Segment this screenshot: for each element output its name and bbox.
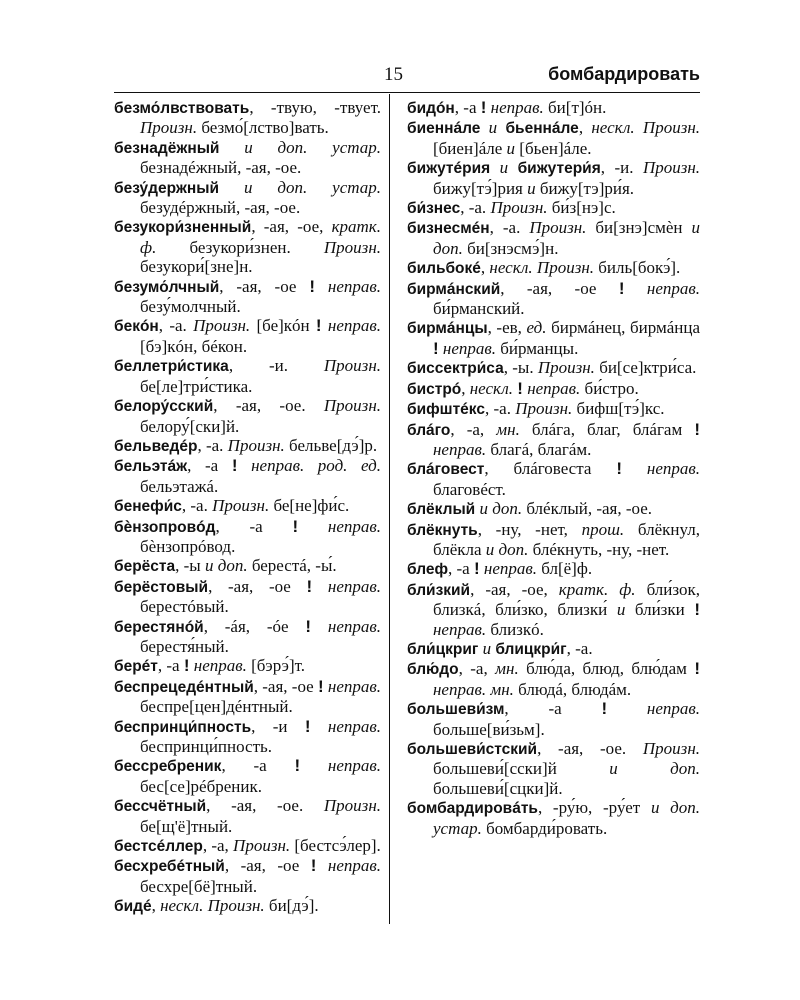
grammar-label: Произн. [212, 496, 270, 516]
entry-text: [бэ]кóн, бéкон. [140, 336, 248, 356]
grammar-label: неправ. [327, 716, 381, 736]
grammar-label: Произн. [529, 218, 587, 238]
entry-text: , -а [504, 699, 602, 719]
left-column [114, 98, 381, 917]
entry-text [607, 699, 647, 718]
entry-text: , -а. [489, 218, 530, 238]
headword: бли́зкий [407, 581, 471, 599]
dictionary-entry [114, 517, 381, 557]
headword: берёстовый [114, 578, 209, 596]
grammar-label: неправ. [646, 278, 700, 298]
headword: блицкри́г [495, 640, 567, 658]
normative-mark: ! [473, 559, 480, 579]
grammar-label: Произн. [537, 358, 595, 378]
entry-text: , -ру́ю, -ру́ет [537, 798, 651, 818]
entry-text: , -а [187, 456, 232, 476]
headword: блёклый [407, 501, 476, 519]
headword: бельведéр [114, 437, 198, 455]
entry-text: , -ев, [487, 318, 527, 338]
entry-text: [бестсэ́лер]. [290, 836, 381, 856]
entry-text: , -ая, -ое [208, 576, 307, 596]
right-column [407, 98, 700, 838]
dictionary-entry [407, 659, 700, 699]
headword: беспринци́пность [114, 718, 252, 736]
headword: берестянóй [114, 618, 204, 636]
dictionary-entry [407, 639, 700, 659]
entry-text: би[т]óн. [543, 98, 607, 117]
entry-text: , [578, 118, 592, 138]
dictionary-entry [407, 499, 700, 519]
entry-text: [бе]кóн [250, 316, 316, 336]
headword: бидóн [407, 100, 455, 117]
entry-text: блюдá, блюдáм. [513, 679, 632, 699]
dictionary-entry [114, 656, 381, 676]
dictionary-entry [114, 277, 381, 317]
grammar-label: нескл. [469, 378, 514, 398]
grammar-label: Произн. [227, 435, 285, 455]
entry-text: берестóвый. [140, 597, 229, 617]
dictionary-entry [114, 896, 381, 916]
normative-mark: ! [517, 378, 523, 398]
normative-mark: ! [618, 278, 625, 298]
entry-text: би[дэ́]. [264, 896, 319, 916]
dictionary-entry [114, 396, 381, 436]
entry-text: би́з[нэ]с. [547, 198, 616, 218]
entry-text: благá, благáм. [486, 439, 592, 459]
normative-mark: ! [433, 338, 439, 358]
dictionary-entry [407, 318, 700, 358]
dictionary-entry [114, 217, 381, 276]
grammar-label: и [527, 178, 536, 198]
entry-text: бифш[тэ́]кс. [572, 399, 665, 419]
dictionary-entry [407, 459, 700, 499]
grammar-label: нескл. Произн. [489, 258, 595, 278]
entry-text [625, 279, 647, 298]
headword: безу́держный [114, 179, 219, 197]
dictionary-entry [114, 836, 381, 856]
entry-text: безмо́[лство]вать. [197, 118, 329, 138]
normative-mark: ! [601, 699, 608, 719]
headword: бессчётный [114, 798, 207, 816]
headword: большеви́стский [407, 741, 538, 758]
entry-text: , [151, 896, 161, 916]
headword: безнадёжный [114, 139, 220, 157]
dictionary-entry [407, 520, 700, 560]
entry-text: благовéст. [433, 479, 506, 499]
headword: бомбардировáть [407, 800, 538, 818]
grammar-label: неправ. [327, 316, 381, 336]
entry-text: бе[щ'ё]тный. [140, 816, 233, 836]
headword: биеннáле [407, 120, 481, 138]
entry-text: , -ая, -ое [219, 276, 310, 296]
entry-text: бесхре[бё]тный. [140, 876, 258, 896]
entry-text: бельэтажá. [140, 476, 219, 496]
grammar-label: и [482, 638, 492, 658]
normative-mark: ! [694, 659, 700, 679]
page-header [114, 62, 700, 90]
entry-text [219, 178, 244, 197]
entry-text: блéкнуть, -ну, -нет. [528, 539, 670, 559]
headword: бли́цкриг [407, 640, 479, 658]
entry-text [300, 756, 328, 775]
entry-text: , -а [221, 756, 295, 776]
entry-text: , -а [215, 516, 293, 536]
normative-mark: ! [304, 716, 311, 736]
entry-text: , -а, [202, 836, 234, 856]
running-head: бомбардировать [548, 64, 700, 84]
entry-text: бижу[тэ́]рия [433, 178, 528, 198]
normative-mark: ! [616, 459, 622, 479]
grammar-label: мн. [496, 419, 520, 439]
dictionary-entry [114, 178, 381, 218]
entry-text: , -а, [458, 659, 496, 679]
grammar-label: неправ. [327, 616, 382, 636]
grammar-label: и [616, 600, 626, 620]
grammar-label: нескл. Произн. [160, 896, 265, 916]
entry-text: бли́зки [625, 600, 695, 620]
dictionary-entry [407, 379, 700, 399]
entry-text: бомбарди́ровать. [481, 818, 608, 838]
normative-mark: ! [480, 98, 487, 117]
headword: би́знес [407, 200, 461, 218]
grammar-label: Произн. [490, 198, 548, 218]
headword: безумо́лчный [114, 278, 220, 296]
grammar-label: и доп. [433, 218, 700, 258]
dictionary-entry [407, 98, 700, 118]
entry-text: , -ая, -ое, [251, 217, 332, 237]
dictionary-entry [114, 496, 381, 516]
normative-mark: ! [305, 616, 312, 636]
entry-text: , -а. [484, 399, 516, 419]
grammar-label: и доп. устар. [243, 177, 381, 197]
entry-text: бе[ле]три́стика. [140, 376, 253, 396]
dictionary-entry [407, 399, 700, 419]
dictionary-entry [114, 856, 381, 896]
headword: беспрецедéнтный [114, 678, 254, 696]
entry-text [480, 118, 488, 137]
grammar-label: Произн. [323, 356, 381, 376]
grammar-label: неправ. [327, 676, 381, 696]
entry-text: [бьен]áле. [515, 138, 592, 158]
grammar-label: нескл. Произн. [591, 118, 701, 138]
entry-text: бижу[тэ]ри́я. [535, 178, 635, 198]
grammar-label: Произн. [193, 316, 251, 336]
entry-text: , -и. [228, 356, 324, 376]
normative-mark: ! [183, 656, 190, 676]
entry-text: берестá, -ы́. [247, 556, 337, 576]
normative-mark: ! [315, 316, 322, 336]
entry-text: , -а [448, 559, 474, 579]
entry-text: , -ая, -ое [224, 856, 311, 876]
headword: бестсéллер [114, 838, 203, 856]
entry-text: безудéржный, -ая, -ое. [140, 198, 301, 218]
entry-text: безукори́[зне]н. [140, 257, 253, 277]
headword: бирмáнцы [407, 320, 488, 338]
entry-text: би́стро. [580, 378, 639, 398]
dictionary-entry [407, 279, 700, 319]
headword: бифштéкс [407, 401, 485, 419]
entry-text: блéклый, -ая, -ое. [522, 499, 653, 519]
dictionary-entry [114, 138, 381, 178]
dictionary-entry [114, 456, 381, 496]
grammar-label: и доп. устар. [244, 137, 381, 157]
grammar-label: ед. [526, 318, 547, 338]
dictionary-entry [114, 356, 381, 396]
grammar-label: Произн. [515, 399, 573, 419]
entry-text: би[се]ктри́са. [594, 358, 697, 378]
dictionary-entry [407, 420, 700, 460]
entry-text: беспре[цен]дéнтный. [140, 697, 293, 717]
entry-text: бельве[дэ́]р. [284, 435, 378, 455]
grammar-label: кратк. ф. [140, 217, 381, 257]
grammar-label: и доп. устар. [433, 798, 701, 838]
grammar-label: прош. [581, 519, 625, 539]
entry-text: безнадéжный, -ая, -ое. [140, 158, 302, 178]
normative-mark: ! [309, 276, 315, 296]
grammar-label: неправ. [193, 656, 247, 676]
entry-text: би́рманцы. [496, 338, 579, 358]
entry-text: , блáговеста [484, 459, 617, 479]
headword: бижутéрия [407, 160, 491, 178]
entry-text: , -а. [197, 435, 228, 455]
entry-text: белору́[ски]й. [140, 416, 240, 436]
dictionary-entry [114, 717, 381, 757]
normative-mark: ! [294, 756, 301, 776]
column-divider [389, 94, 390, 924]
entry-text [622, 459, 647, 478]
normative-mark: ! [694, 600, 700, 620]
dictionary-entry [407, 258, 700, 278]
entry-text: , -ая, -ое [500, 278, 619, 298]
entry-text: блю́да, блюд, блю́дам [518, 659, 695, 679]
headword: бѐнзопровóд [114, 518, 216, 536]
grammar-label: и доп. [609, 759, 700, 779]
entry-text: блёкнул, блёкла [433, 519, 700, 559]
grammar-label: Произн. [642, 739, 700, 758]
grammar-label: неправ. [490, 98, 544, 117]
entry-text: , -áя, -óе [203, 616, 306, 636]
entry-text: , -а. [181, 496, 213, 516]
headword: бельэтáж [114, 458, 188, 476]
grammar-label: и доп. [204, 556, 248, 576]
grammar-label: Произн. [642, 158, 701, 178]
entry-text [237, 456, 251, 475]
headword: бекóн [114, 318, 159, 336]
entry-text: бес[се]рéбреник. [140, 776, 263, 796]
grammar-label: Произн. [323, 237, 381, 257]
entry-text: [биен]áле [433, 138, 507, 158]
entry-text: бѐнзопрóвод. [140, 536, 236, 556]
entry-text: , -ая, -ое. [206, 796, 324, 816]
grammar-label: и [506, 138, 516, 158]
headword: безукори́зненный [114, 219, 252, 237]
entry-text [219, 138, 244, 157]
entry-text [312, 577, 328, 596]
dictionary-entry [114, 98, 381, 138]
entry-text: безукори́знен. [156, 237, 324, 257]
grammar-label: неправ. [646, 699, 700, 719]
entry-text: , -а. [566, 638, 593, 658]
dictionary-entry [407, 739, 700, 798]
grammar-label: неправ. [327, 576, 381, 596]
entry-text: , -ы. [503, 358, 538, 378]
entry-text [316, 856, 327, 875]
entry-text: , [461, 378, 470, 398]
normative-mark: ! [694, 419, 700, 439]
entry-text [490, 158, 499, 177]
normative-mark: ! [231, 456, 238, 476]
dictionary-entry [114, 677, 381, 717]
entry-text: больше[ви́зьм]. [433, 719, 545, 739]
entry-text: , -ну, -нет, [477, 519, 582, 539]
grammar-label: неправ. мн. [433, 679, 514, 699]
grammar-label: неправ. [433, 619, 487, 639]
entry-text: , -и [251, 716, 305, 736]
headword: бирмáнский [407, 280, 501, 298]
entry-text: бли́зок, близкá, бли́зко, близки́ [433, 579, 700, 620]
grammar-label: неправ. [527, 378, 581, 398]
entry-text: , -ы [175, 556, 205, 576]
headword: бидé [114, 898, 152, 916]
headword: бижутери́я [517, 160, 601, 178]
entry-text: большеви́[сски]й [433, 759, 610, 779]
entry-text: би́рманский. [433, 299, 525, 319]
entry-text: биль[бокэ́]. [594, 258, 681, 278]
grammar-label: мн. [495, 659, 519, 679]
grammar-label: кратк. ф. [558, 579, 636, 599]
entry-text [315, 277, 328, 296]
grammar-label: неправ. [433, 439, 487, 459]
entry-text: большеви́[сцки]й. [433, 778, 563, 798]
dictionary-entry [407, 358, 700, 378]
grammar-label: и [499, 158, 509, 178]
headword: бесхребéтный [114, 858, 225, 876]
entry-text: , -а. [158, 316, 194, 336]
grammar-label: неправ. род. ед. [251, 456, 381, 476]
headword: бьеннáле [505, 120, 579, 138]
entry-text [311, 617, 328, 636]
entry-text: безу́молчный. [140, 297, 241, 317]
dictionary-entry [114, 577, 381, 617]
dictionary-entry [407, 198, 700, 218]
entry-text: , -и. [600, 158, 643, 178]
headword: беллетри́стика [114, 358, 229, 376]
grammar-label: неправ. [327, 276, 381, 296]
entry-text: , -а, [450, 419, 497, 439]
grammar-label: и доп. [479, 499, 523, 519]
entry-text: , [480, 258, 490, 278]
headword: бенефи́с [114, 498, 182, 516]
grammar-label: Произн. [323, 396, 381, 416]
header-rule [114, 92, 700, 93]
headword: биссектри́са [407, 360, 504, 378]
dictionary-entry [114, 796, 381, 836]
normative-mark: ! [306, 576, 313, 596]
dictionary-entry [114, 617, 381, 657]
grammar-label: Произн. [233, 836, 291, 856]
grammar-label: неправ. [483, 559, 538, 579]
normative-mark: ! [292, 516, 299, 536]
headword: берéт [114, 658, 158, 676]
entry-text: бирмáнец, бирмáнца [546, 318, 700, 338]
headword: блёкнуть [407, 521, 478, 539]
dictionary-entry [407, 580, 700, 639]
dictionary-entry [114, 556, 381, 576]
entry-text: , -а [157, 656, 184, 676]
entry-text: [бэрэ́]т. [246, 656, 306, 676]
page-number: 15 [384, 64, 403, 85]
headword: белору́сский [114, 398, 214, 416]
entry-text [508, 158, 517, 177]
dictionary-entry [114, 756, 381, 796]
headword: безмо́лвствовать [114, 100, 250, 117]
entry-text: беспринци́пность. [140, 737, 273, 756]
entry-text: би[знэсмэ́]н. [462, 238, 559, 258]
grammar-label: и доп. [485, 539, 529, 559]
headword: блáговест [407, 461, 485, 479]
dictionary-entry [407, 699, 700, 739]
headword: блеф [407, 561, 449, 579]
grammar-label: Произн. [323, 796, 381, 816]
entry-text: , -твую, -твует. [249, 98, 381, 117]
entry-text [311, 717, 328, 736]
grammar-label: и [488, 118, 498, 138]
headword: бессребреник [114, 758, 222, 776]
grammar-label: неправ. [327, 756, 381, 776]
headword: блáго [407, 421, 451, 439]
grammar-label: неправ. [327, 856, 381, 876]
entry-text: бл[ё]ф. [537, 559, 593, 579]
grammar-label: неправ. [646, 459, 700, 479]
entry-text: берестя́ный. [140, 636, 229, 656]
dictionary-entry [114, 436, 381, 456]
entry-text: , -ая, -ое [253, 676, 318, 696]
grammar-label: Произн. [140, 118, 198, 138]
entry-text: блáга, благ, блáгам [519, 419, 695, 439]
entry-text [298, 517, 328, 536]
entry-text: , -а. [460, 198, 491, 218]
dictionary-entry [407, 559, 700, 579]
grammar-label: неправ. [327, 516, 381, 536]
normative-mark: ! [317, 676, 324, 696]
headword: берёста [114, 558, 176, 576]
headword: бистрó [407, 380, 462, 398]
grammar-label: неправ. [442, 338, 497, 358]
headword: бизнесмéн [407, 220, 490, 238]
entry-text: , -а [454, 98, 481, 117]
dictionary-entry [407, 118, 700, 158]
entry-text: , -ая, -ое. [537, 739, 643, 758]
dictionary-entry [114, 316, 381, 356]
dictionary-entry [407, 158, 700, 198]
dictionary-entry [407, 798, 700, 838]
normative-mark: ! [310, 856, 317, 876]
entry-text: , -ая, -ое, [470, 579, 559, 599]
entry-text: би[знэ]смѐн [586, 218, 692, 238]
dictionary-entry [407, 218, 700, 258]
entry-text: , -ая, -ое. [213, 396, 324, 416]
headword: большеви́зм [407, 701, 505, 719]
entry-text: близкó. [486, 619, 544, 639]
headword: блю́до [407, 661, 459, 679]
headword: бильбокé [407, 260, 481, 278]
entry-text: бе[не]фи́с. [269, 496, 350, 516]
